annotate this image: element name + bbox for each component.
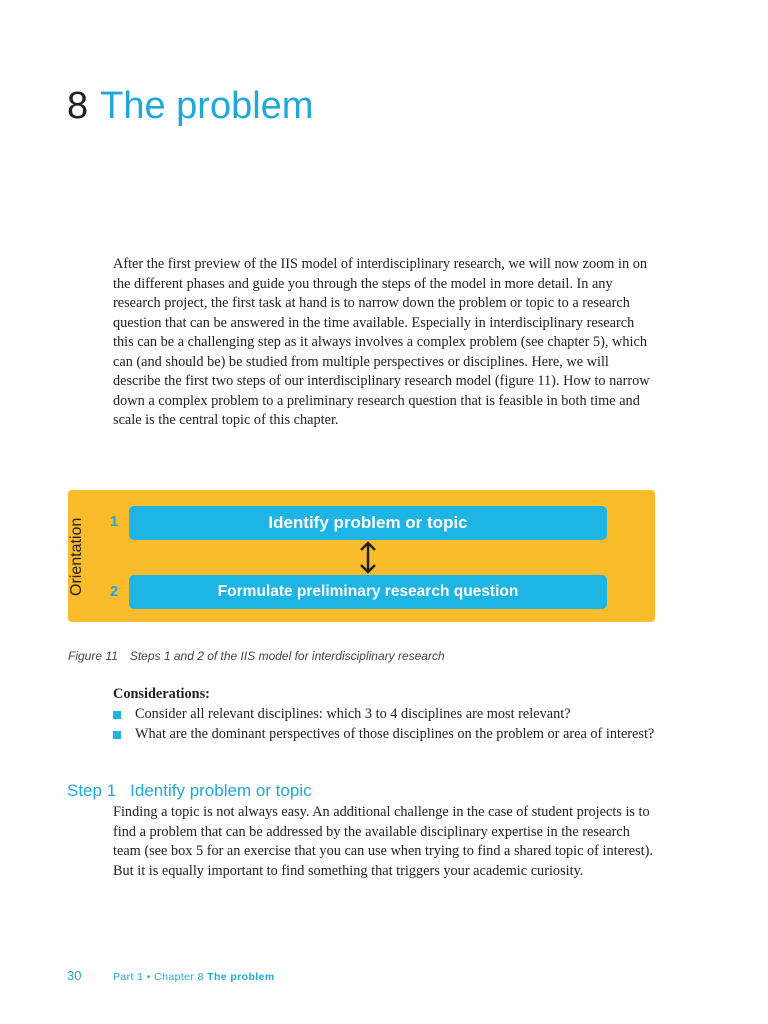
intro-paragraph: After the first preview of the IIS model of interdisciplinary research, we will now zoom in on the different phases and guide you through the steps of the model in more detail. In any research project, the first task at hand is to narrow down the problem or topic to a research question that can be answered in the time available. Especially in interdisciplinary research this can be a challenging step as it always involves a complex problem (see chapter 5), which can (and should be) be studied from multiple perspectives or disciplines. Here, we will describe the first two steps of our interdisciplinary research model (figure 11). How to narrow down a complex problem to a preliminary research question that is feasible in both time and scale is the central topic of this chapter. (113, 256, 650, 428)
chapter-heading (67, 83, 313, 129)
square-bullet-icon (113, 731, 121, 739)
running-footer-prefix: Part 1 • Chapter 8 (113, 971, 204, 983)
step-2-number: 2 (110, 583, 119, 600)
step-1-paragraph: Finding a topic is not always easy. An additional challenge in the case of student projects is to find a problem that can be addressed by the available disciplinary expertise in the research team (see box 5 for an exercise that you can use when trying to find a shared topic of interest). But it is equally important to find something that triggers your academic curiosity. (113, 804, 653, 879)
step-1-heading-title: Identify problem or topic (130, 781, 312, 800)
double-arrow-icon (358, 540, 378, 575)
step-1-label: Identify problem or topic (268, 513, 468, 532)
running-footer-title: The problem (207, 971, 275, 983)
orientation-label: Orientation (68, 517, 85, 596)
step-2-box (129, 575, 607, 609)
square-bullet-icon (113, 711, 121, 719)
running-footer (113, 971, 275, 983)
figure-caption-text: Steps 1 and 2 of the IIS model for interdisciplinary research (129, 649, 445, 663)
step-1-number: 1 (110, 513, 119, 530)
list-item (113, 725, 658, 745)
figure-caption-label: Figure 11 (68, 649, 118, 663)
considerations-list (113, 705, 658, 744)
figure-caption (68, 649, 445, 663)
page-number: 30 (67, 968, 82, 983)
considerations-title: Considerations: (113, 686, 210, 702)
list-item-text: Consider all relevant disciplines: which 3 to 4 disciplines are most relevant? (135, 706, 571, 722)
step-1-heading (67, 781, 312, 801)
step-2-label: Formulate preliminary research question (217, 583, 519, 600)
chapter-number: 8 (67, 85, 89, 128)
step-1-heading-label: Step 1 (67, 781, 117, 800)
chapter-title: The problem (100, 85, 314, 128)
list-item-text: What are the dominant perspectives of those disciplines on the problem or area of interest? (135, 725, 655, 742)
list-item (113, 705, 658, 725)
step-1-box (129, 506, 607, 540)
